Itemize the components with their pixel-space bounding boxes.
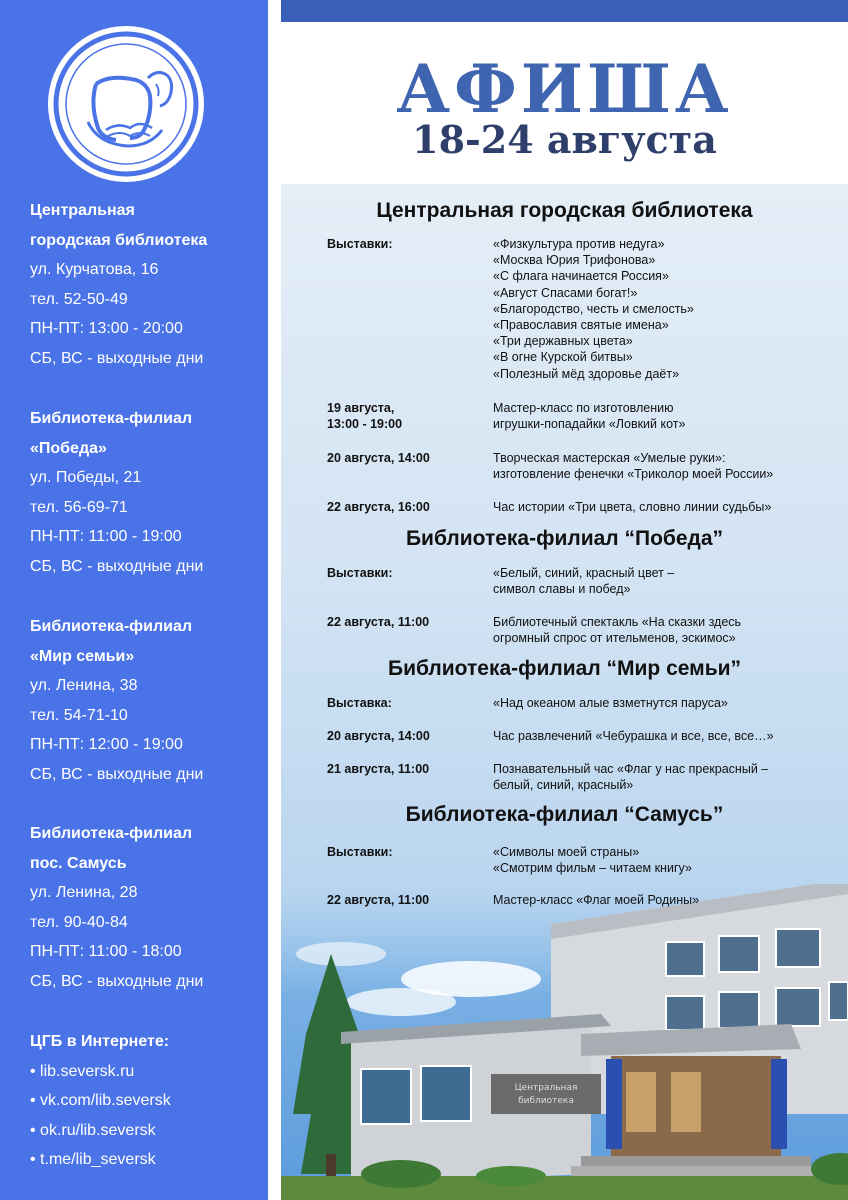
section-title-central: Центральная городская библиотека	[376, 199, 753, 222]
event-label: 20 августа, 14:00	[327, 451, 430, 465]
section-title-pobeda: Библиотека-филиал “Победа”	[405, 527, 724, 550]
internet-links	[30, 1027, 260, 1175]
event-description: «Над океаном алые взметнутся паруса»	[493, 696, 728, 710]
internet-heading: ЦГБ в Интернете:	[30, 1033, 170, 1050]
library-address: ул. Ленина, 38	[30, 677, 138, 695]
library-logo	[48, 26, 204, 182]
building-sign-text: Центральная библиотека	[514, 1083, 578, 1106]
library-name: Библиотека-филиал	[30, 410, 193, 427]
section-title-samus: Библиотека-филиал “Самусь”	[405, 803, 724, 826]
library-contact-mir-semi	[30, 612, 260, 790]
library-hours-weekdays: ПН-ПТ: 13:00 - 20:00	[30, 320, 183, 338]
library-hours-weekdays: ПН-ПТ: 11:00 - 18:00	[30, 943, 182, 961]
event-label: Выставки:	[327, 566, 393, 580]
events-area	[281, 184, 848, 1200]
event-description: «Физкультура против недуга» «Москва Юрия Трифонова» «С флага начинается Россия» «Август Спасами богат!» «Благородство, честь и смелость» «Православия святые имена» «Три державных цвета» «В огне Курской битвы» «Полезный мёд здоровье даёт»	[493, 237, 694, 381]
library-hours-weekdays: ПН-ПТ: 12:00 - 19:00	[30, 736, 183, 754]
event-description: Мастер-класс «Флаг моей Родины»	[493, 893, 700, 907]
library-name: «Победа»	[30, 439, 107, 457]
event-description: Час истории «Три цвета, словно линии судьбы»	[493, 500, 772, 514]
event-label: 20 августа, 14:00	[327, 729, 430, 743]
library-contact-central	[30, 196, 260, 374]
top-accent-bar	[281, 0, 848, 22]
poster-dates: 18-24 августа	[412, 117, 717, 162]
library-name: пос. Самусь	[30, 854, 127, 872]
event-label: 22 августа, 11:00	[327, 893, 430, 907]
library-address: ул. Курчатова, 16	[30, 261, 159, 279]
library-hours-weekend: СБ, ВС - выходные дни	[30, 972, 204, 990]
event-label: Выставка:	[327, 696, 392, 710]
library-phone: тел. 54-71-10	[30, 706, 128, 724]
library-hours-weekend: СБ, ВС - выходные дни	[30, 765, 204, 783]
event-description: Библиотечный спектакль «На сказки здесь огромный спрос от ительменов, эскимос»	[493, 615, 742, 646]
library-name: «Мир семьи»	[30, 647, 135, 665]
library-contact-samus	[30, 819, 260, 997]
library-building-photo	[281, 884, 848, 1200]
library-address: ул. Победы, 21	[30, 469, 142, 487]
library-address: ул. Ленина, 28	[30, 884, 138, 902]
library-phone: тел. 56-69-71	[30, 498, 128, 516]
event-description: «Символы моей страны» «Смотрим фильм – читаем книгу»	[493, 845, 692, 876]
event-label: 22 августа, 16:00	[327, 500, 430, 514]
event-label: Выставки:	[327, 845, 393, 859]
library-phone: тел. 52-50-49	[30, 290, 128, 308]
link-ok[interactable]: • ok.ru/lib.seversk	[30, 1121, 156, 1139]
event-description: «Белый, синий, красный цвет – символ славы и побед»	[493, 566, 675, 597]
library-name: городская библиотека	[30, 231, 208, 249]
library-phone: тел. 90-40-84	[30, 913, 128, 931]
library-hours-weekend: СБ, ВС - выходные дни	[30, 557, 204, 575]
library-name: Библиотека-филиал	[30, 825, 193, 842]
link-vk[interactable]: • vk.com/lib.seversk	[30, 1092, 171, 1110]
library-name: Библиотека-филиал	[30, 618, 193, 635]
poster-title: АФИША	[396, 50, 733, 128]
library-name: Центральная	[30, 202, 135, 219]
library-hours-weekend: СБ, ВС - выходные дни	[30, 349, 204, 367]
link-telegram[interactable]: • t.me/lib_seversk	[30, 1151, 156, 1169]
library-hours-weekdays: ПН-ПТ: 11:00 - 19:00	[30, 528, 182, 546]
event-description: Творческая мастерская «Умелые руки»: изготовление фенечки «Триколор моей России»	[493, 451, 774, 482]
event-description: Мастер-класс по изготовлению игрушки-попадайки «Ловкий кот»	[493, 401, 686, 432]
library-contact-pobeda	[30, 404, 260, 582]
section-title-mir-semi: Библиотека-филиал “Мир семьи”	[387, 657, 742, 680]
event-label: Выставки:	[327, 237, 393, 251]
sidebar	[0, 0, 268, 1200]
event-description: Познавательный час «Флаг у нас прекрасный – белый, синий, красный»	[493, 762, 769, 793]
poster-header	[281, 22, 848, 184]
event-label: 22 августа, 11:00	[327, 615, 430, 629]
book-reader-logo-icon	[48, 26, 204, 182]
event-label: 21 августа, 11:00	[327, 762, 430, 776]
link-site[interactable]: • lib.seversk.ru	[30, 1062, 135, 1080]
event-label: 19 августа, 13:00 - 19:00	[327, 401, 403, 431]
event-description: Час развлечений «Чебурашка и все, все, все…»	[493, 729, 774, 743]
